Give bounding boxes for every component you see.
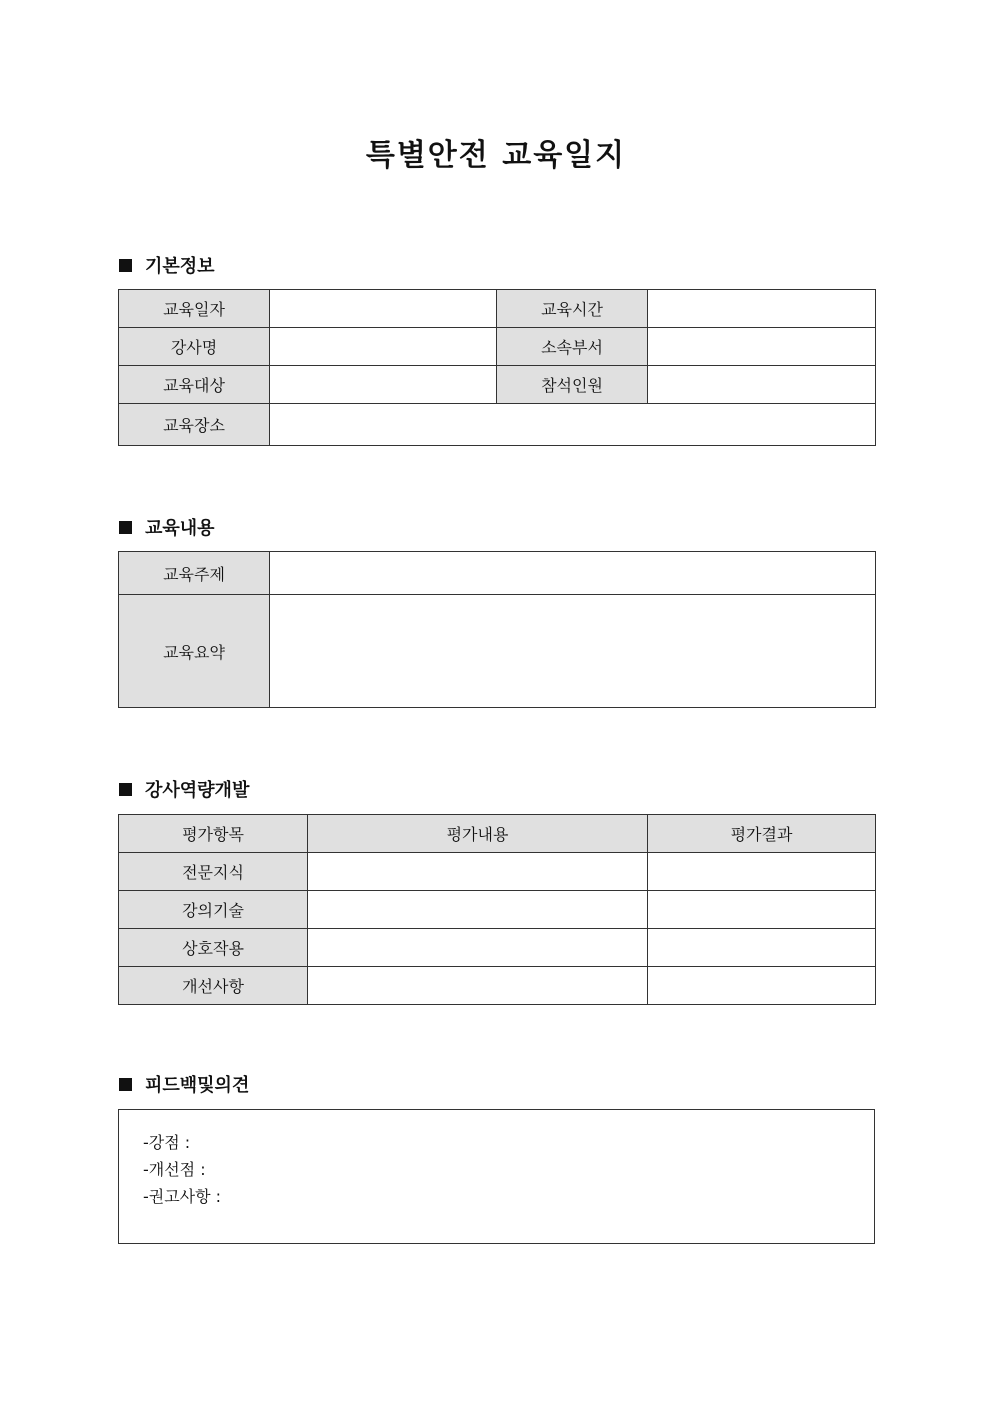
square-bullet-icon — [119, 1078, 132, 1091]
target-field[interactable] — [270, 366, 497, 404]
attendees-field[interactable] — [648, 366, 876, 404]
field-label-education-time: 교육시간 — [497, 290, 648, 328]
section-heading-feedback — [119, 1072, 249, 1096]
square-bullet-icon — [119, 521, 132, 534]
improvements-content-field[interactable] — [308, 967, 648, 1005]
table-row — [119, 595, 876, 708]
feedback-lines — [143, 1129, 221, 1210]
summary-field[interactable] — [270, 595, 876, 708]
row-label-improvements: 개선사항 — [119, 967, 308, 1005]
square-bullet-icon — [119, 259, 132, 272]
table-row — [119, 552, 876, 595]
table-header-row — [119, 815, 876, 853]
expertise-content-field[interactable] — [308, 853, 648, 891]
lecture-skill-content-field[interactable] — [308, 891, 648, 929]
table-row — [119, 328, 876, 366]
section-heading-instructor-competency — [119, 777, 249, 801]
page-title: 특별안전 교육일지 — [365, 138, 627, 173]
location-field[interactable] — [270, 404, 876, 446]
section-heading-education-content — [119, 515, 215, 539]
education-time-field[interactable] — [648, 290, 876, 328]
table-row — [119, 891, 876, 929]
feedback-line-recommendations: -권고사항 : — [143, 1187, 222, 1206]
column-header-result: 평가결과 — [648, 815, 876, 853]
improvements-result-field[interactable] — [648, 967, 876, 1005]
table-row — [119, 967, 876, 1005]
education-date-field[interactable] — [270, 290, 497, 328]
instructor-name-field[interactable] — [270, 328, 497, 366]
feedback-textarea[interactable] — [118, 1109, 875, 1244]
row-label-expertise: 전문지식 — [119, 853, 308, 891]
interaction-result-field[interactable] — [648, 929, 876, 967]
field-label-instructor-name: 강사명 — [119, 328, 270, 366]
section-heading-label: 강사역량개발 — [145, 780, 250, 801]
lecture-skill-result-field[interactable] — [648, 891, 876, 929]
table-row — [119, 404, 876, 446]
table-row — [119, 929, 876, 967]
feedback-line-strengths: -강점 : — [143, 1133, 191, 1152]
table-row — [119, 290, 876, 328]
feedback-line-improvements: -개선점 : — [143, 1160, 206, 1179]
column-header-item: 평가항목 — [119, 815, 308, 853]
field-label-summary: 교육요약 — [119, 595, 270, 708]
table-row — [119, 853, 876, 891]
row-label-interaction: 상호작용 — [119, 929, 308, 967]
field-label-location: 교육장소 — [119, 404, 270, 446]
field-label-attendees: 참석인원 — [497, 366, 648, 404]
education-content-table — [118, 551, 876, 708]
department-field[interactable] — [648, 328, 876, 366]
topic-field[interactable] — [270, 552, 876, 595]
row-label-lecture-skill: 강의기술 — [119, 891, 308, 929]
table-row — [119, 366, 876, 404]
column-header-content: 평가내용 — [308, 815, 648, 853]
section-heading-label: 기본정보 — [145, 256, 215, 277]
competency-table — [118, 814, 876, 1005]
field-label-topic: 교육주제 — [119, 552, 270, 595]
section-heading-label: 교육내용 — [145, 518, 215, 539]
basic-info-table — [118, 289, 876, 446]
expertise-result-field[interactable] — [648, 853, 876, 891]
field-label-target: 교육대상 — [119, 366, 270, 404]
section-heading-label: 피드백및의견 — [145, 1075, 250, 1096]
field-label-education-date: 교육일자 — [119, 290, 270, 328]
square-bullet-icon — [119, 783, 132, 796]
field-label-department: 소속부서 — [497, 328, 648, 366]
section-heading-basic-info — [119, 253, 215, 277]
interaction-content-field[interactable] — [308, 929, 648, 967]
